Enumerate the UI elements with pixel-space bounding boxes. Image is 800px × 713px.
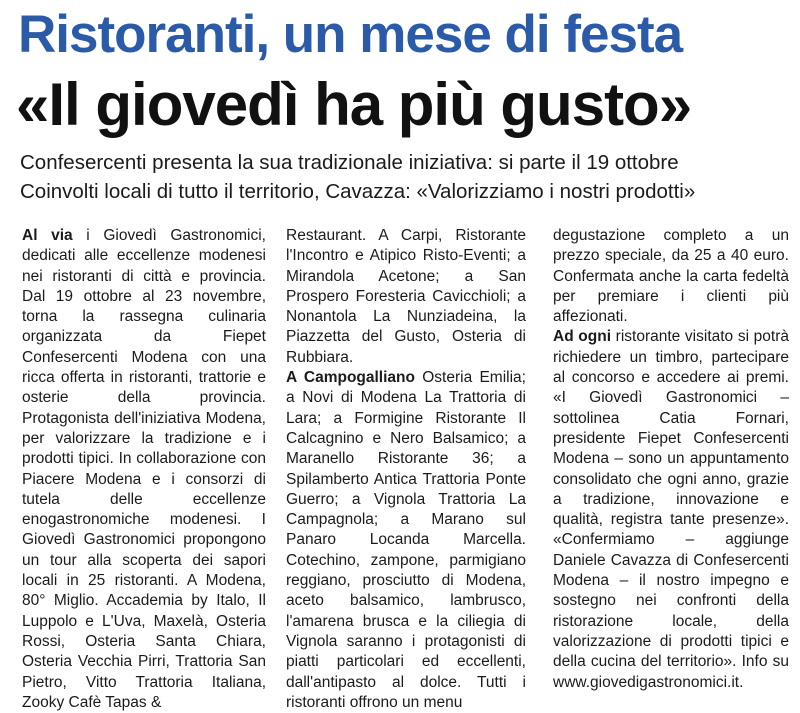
column-3 [553, 226, 789, 693]
paragraph-2 [286, 368, 526, 713]
paragraph-1-start [22, 226, 266, 713]
deck-line-1: Confesercenti presenta la sua tradizionale iniziativa: si parte il 19 ottobre [20, 151, 679, 174]
paragraph-3-lead: Ad ogni [553, 328, 612, 346]
column-1-text: i Giovedì Gastronomici, dedicati alle eccellenze modenesi nei ristoranti di città e provincia. Dal 19 ottobre al 23 novembre, torna la rassegna culinaria organizzata da Fiepet Confesercenti Modena con una ricca offerta in ristoranti, trattorie e osterie della provincia. Protagonista dell'iniziativa Modena, per valorizzare la tradizione e i prodotti tipici. In collaborazione con Piacere Modena e i consorzi di tutela delle eccellenze enogastronomiche modenesi. I Giovedì Gastronomici propongono un tour alla scoperta dei sapori locali in 25 ristoranti. A Modena, 80° Miglio. Accademia by Italo, Il Luppolo e L'Uva, Maxelà, Osteria Rossi, Osteria Santa Chiara, Osteria Vecchia Pirri, Trattoria San Pietro, Vitto Trattoria Italiana, Zooky Cafè Tapas & [22, 227, 266, 711]
column-1 [22, 226, 266, 713]
paragraph-2-lead: A Campogalliano [286, 369, 415, 387]
paragraph-1-lead: Al via [22, 227, 73, 244]
paragraph-2-end: degustazione completo a un prezzo speciale, da 25 a 40 euro. Confermata anche la carta fedeltà per premiare i clienti più affezionati. [553, 227, 789, 326]
paragraph-1-end: Restaurant. A Carpi, Ristorante l'Incontro e Atipico Risto-Eventi; a Mirandola Acetone; a San Prospero Foresteria Cavicchioli; a Nonantola La Nunziadeina, la Piazzetta del Gusto, Osteria di Rubbiara. [286, 227, 526, 366]
headline: Ristoranti, un mese di festa [18, 5, 683, 64]
paragraph-3 [553, 327, 789, 692]
column-2-text: Osteria Emilia; a Novi di Modena La Trattoria di Lara; a Formigine Ristorante Il Calcagnino e Nero Balsamico; a Maranello Ristorante 36; a Spilamberto Antica Trattoria Ponte Guerro; a Vignola Trattoria La Campagnola; a Marano sul Panaro Locanda Marcella. Cotechino, zampone, parmigiano reggiano, prosciutto di Modena, aceto balsamico, lambrusco, l'amarena brusca e la ciliegia di Vignola saranno i protagonisti di piatti particolari ed eccellenti, dall'antipasto al dolce. Tutti i ristoranti offrono un menu [286, 369, 526, 711]
deck [20, 148, 790, 206]
paragraph-3-text: ristorante visitato si potrà richiedere un timbro, partecipare al concorso e accedere ai premi. «I Giovedì Gastronomici – sottolinea Catia Fornari, presidente Fiepet Confesercenti Modena – sono un appuntamento consolidato che ogni anno, grazie a tradizione, innovazione e qualità, registra tante presenze». «Confermiamo – aggiunge Daniele Cavazza di Confesercenti Modena – il nostro impegno e sostegno nei confronti della ristorazione locale, della valorizzazione di prodotti tipici e della cucina del territorio». Info su www.giovedigastronomici.it. [553, 328, 789, 691]
column-2 [286, 226, 526, 713]
deck-line-2: Coinvolti locali di tutto il territorio, Cavazza: «Valorizziamo i nostri prodotti» [20, 180, 696, 203]
subheadline: «Il giovedì ha più gusto» [16, 71, 692, 138]
